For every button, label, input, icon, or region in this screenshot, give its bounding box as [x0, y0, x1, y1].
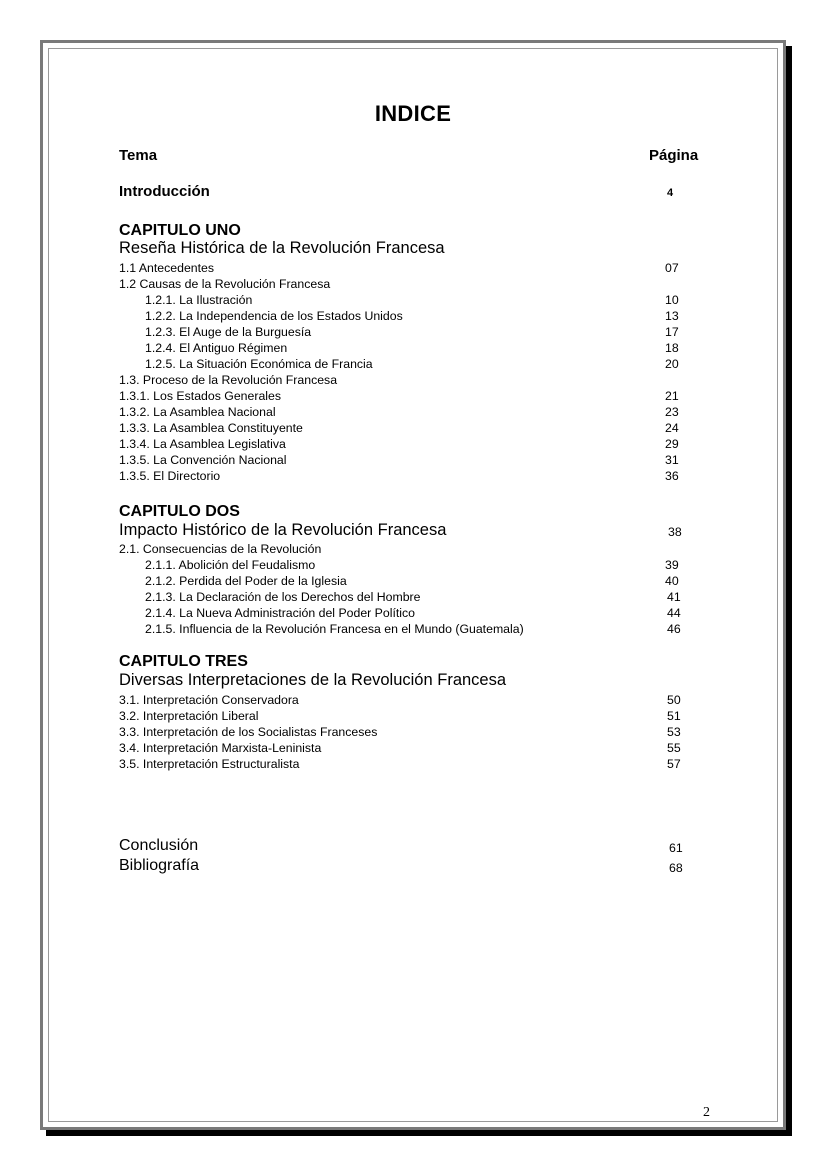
toc-page: 29: [665, 437, 679, 451]
toc-item: 1.2 Causas de la Revolución Francesa: [119, 277, 331, 291]
toc-page: 17: [665, 325, 679, 339]
toc-item: 1.2.3. El Auge de la Burguesía: [145, 325, 312, 339]
toc-page: 44: [667, 606, 681, 620]
toc-item: 1.1 Antecedentes: [119, 261, 215, 275]
document-page: [40, 40, 786, 1130]
page-title: INDICE: [374, 101, 452, 126]
toc-item: 3.4. Interpretación Marxista-Leninista: [119, 741, 322, 755]
toc-page: 57: [667, 757, 681, 771]
toc-page: 53: [667, 725, 681, 739]
toc-item: 3.3. Interpretación de los Socialistas Franceses: [119, 725, 378, 739]
toc-item: 1.2.5. La Situación Económica de Francia: [145, 357, 373, 371]
toc-page: 51: [667, 709, 681, 723]
bibliografia-label: Bibliografía: [119, 857, 200, 874]
toc-item: 1.2.4. El Antiguo Régimen: [145, 341, 288, 355]
toc-item: 1.3.5. La Convención Nacional: [119, 453, 287, 467]
intro-label: Introducción: [119, 183, 210, 200]
toc-item: 1.2.2. La Independencia de los Estados Unidos: [145, 309, 403, 323]
toc-page: 36: [665, 469, 679, 483]
chapter3-heading: CAPITULO TRES: [119, 653, 248, 670]
conclusion-page: 61: [669, 841, 683, 855]
chapter2-subtitle: Impacto Histórico de la Revolución Francesa: [119, 521, 447, 539]
intro-page: 4: [667, 187, 674, 199]
toc-item: 1.3.3. La Asamblea Constituyente: [119, 421, 303, 435]
toc-item: 1.3.1. Los Estados Generales: [119, 389, 282, 403]
chapter2-subtitle-page: 38: [668, 525, 682, 539]
page-number: 2: [703, 1105, 710, 1120]
toc-page: 55: [667, 741, 681, 755]
toc-page: 31: [665, 453, 679, 467]
toc-item: 1.3.4. La Asamblea Legislativa: [119, 437, 286, 451]
toc-page: 50: [667, 693, 681, 707]
chapter1-subtitle: Reseña Histórica de la Revolución Francesa: [119, 239, 445, 257]
toc-page: 10: [665, 293, 679, 307]
toc-page: 18: [665, 341, 679, 355]
toc-page: 41: [667, 590, 681, 604]
toc-item: 2.1.4. La Nueva Administración del Poder Político: [145, 606, 416, 620]
toc-item: 3.1. Interpretación Conservadora: [119, 693, 299, 707]
toc-page: 46: [667, 622, 681, 636]
toc-item: 1.3. Proceso de la Revolución Francesa: [119, 373, 338, 387]
column-header-pagina: Página: [649, 147, 699, 164]
toc-page: 21: [665, 389, 679, 403]
toc-item: 1.3.5. El Directorio: [119, 469, 221, 483]
toc-page: 24: [665, 421, 679, 435]
toc-item: 1.2.1. La Ilustración: [145, 293, 253, 307]
conclusion-label: Conclusión: [119, 837, 199, 854]
toc-page: 39: [665, 558, 679, 572]
toc-page: 20: [665, 357, 679, 371]
toc-item: 2.1.5. Influencia de la Revolución Francesa en el Mundo (Guatemala): [145, 622, 524, 636]
toc-item: 3.5. Interpretación Estructuralista: [119, 757, 300, 771]
toc-item: 2.1. Consecuencias de la Revolución: [119, 542, 322, 556]
toc-item: 2.1.2. Perdida del Poder de la Iglesia: [145, 574, 347, 588]
chapter3-subtitle: Diversas Interpretaciones de la Revolución Francesa: [119, 671, 507, 689]
toc-page: 07: [665, 261, 679, 275]
toc-page: 40: [665, 574, 679, 588]
chapter1-heading: CAPITULO UNO: [119, 222, 241, 239]
column-header-tema: Tema: [119, 147, 158, 164]
toc-item: 1.3.2. La Asamblea Nacional: [119, 405, 276, 419]
chapter2-heading: CAPITULO DOS: [119, 503, 240, 520]
toc-item: 2.1.1. Abolición del Feudalismo: [145, 558, 316, 572]
toc-item: 3.2. Interpretación Liberal: [119, 709, 259, 723]
toc-item: 2.1.3. La Declaración de los Derechos del Hombre: [145, 590, 421, 604]
toc-page: 13: [665, 309, 679, 323]
toc-page: 23: [665, 405, 679, 419]
bibliografia-page: 68: [669, 861, 683, 875]
